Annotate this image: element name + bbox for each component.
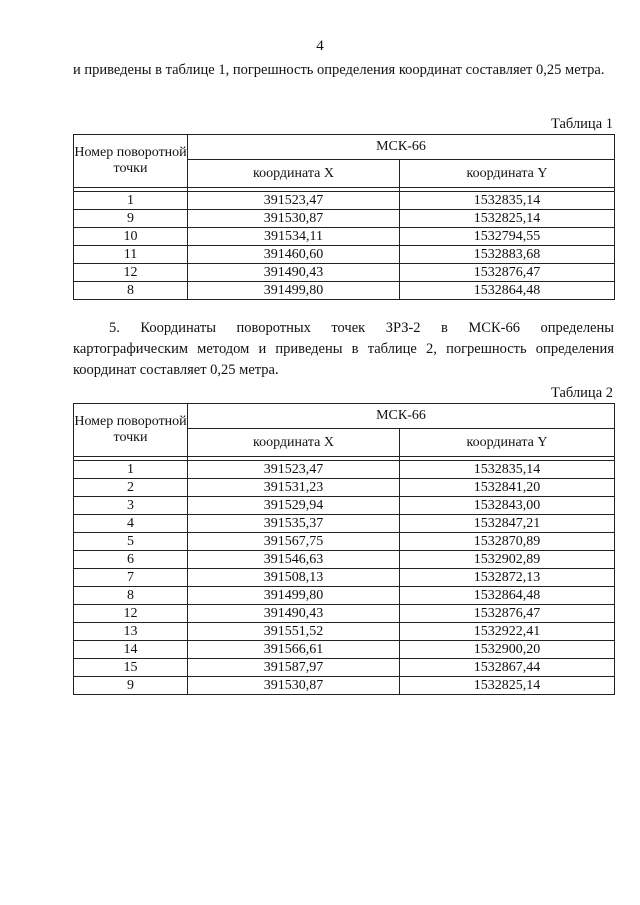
coordinate-x-cell: 391551,52 [188, 623, 400, 641]
table-row [74, 210, 615, 228]
table-row [74, 282, 615, 300]
paragraph-intro: и приведены в таблице 1, погрешность определения координат составляет 0,25 метра. [73, 62, 605, 78]
point-number-cell: 4 [74, 515, 188, 533]
coordinate-x-cell: 391529,94 [188, 497, 400, 515]
point-number-cell: 3 [74, 497, 188, 515]
point-number-cell: 11 [74, 246, 188, 264]
coordinate-y-cell: 1532864,48 [400, 587, 615, 605]
coordinate-x-cell: 391499,80 [188, 282, 400, 300]
coordinate-x-cell: 391567,75 [188, 533, 400, 551]
point-number-cell: 9 [74, 677, 188, 695]
table-row [74, 497, 615, 515]
table-row [74, 479, 615, 497]
coordinate-y-cell: 1532825,14 [400, 210, 615, 228]
table-row [74, 192, 615, 210]
table-row [74, 246, 615, 264]
table-row [74, 623, 615, 641]
table-row [74, 551, 615, 569]
header-coordinate-system: МСК-66 [188, 135, 615, 160]
coordinate-y-cell: 1532841,20 [400, 479, 615, 497]
table-row [74, 587, 615, 605]
point-number-cell: 10 [74, 228, 188, 246]
coordinate-x-cell: 391566,61 [188, 641, 400, 659]
point-number-cell: 14 [74, 641, 188, 659]
coordinate-y-cell: 1532872,13 [400, 569, 615, 587]
point-number-cell: 5 [74, 533, 188, 551]
point-number-cell: 2 [74, 479, 188, 497]
coordinate-x-cell: 391546,63 [188, 551, 400, 569]
coordinate-y-cell: 1532883,68 [400, 246, 615, 264]
coordinate-y-cell: 1532922,41 [400, 623, 615, 641]
coordinate-y-cell: 1532847,21 [400, 515, 615, 533]
table-row [74, 228, 615, 246]
coordinate-y-cell: 1532835,14 [400, 461, 615, 479]
coordinate-y-cell: 1532876,47 [400, 264, 615, 282]
table2-body [74, 461, 615, 695]
header-point-number: Номер поворотной точки [74, 135, 188, 188]
table-row [74, 659, 615, 677]
coordinate-y-cell: 1532902,89 [400, 551, 615, 569]
coordinate-y-cell: 1532843,00 [400, 497, 615, 515]
point-number-cell: 6 [74, 551, 188, 569]
point-number-cell: 7 [74, 569, 188, 587]
table1-caption: Таблица 1 [550, 116, 613, 132]
coordinate-x-cell: 391535,37 [188, 515, 400, 533]
coordinate-x-cell: 391587,97 [188, 659, 400, 677]
table-row [74, 641, 615, 659]
coordinate-x-cell: 391523,47 [188, 192, 400, 210]
point-number-cell: 12 [74, 264, 188, 282]
point-number-cell: 8 [74, 587, 188, 605]
table-row [74, 264, 615, 282]
table-row [74, 515, 615, 533]
header-coordinate-y: координата Y [400, 429, 615, 457]
point-number-cell: 1 [74, 461, 188, 479]
coordinate-x-cell: 391499,80 [188, 587, 400, 605]
coordinate-x-cell: 391531,23 [188, 479, 400, 497]
coordinates-table-1 [73, 134, 615, 300]
coordinate-y-cell: 1532876,47 [400, 605, 615, 623]
header-coordinate-x: координата X [188, 429, 400, 457]
table-row [74, 533, 615, 551]
coordinate-x-cell: 391490,43 [188, 264, 400, 282]
coordinate-x-cell: 391490,43 [188, 605, 400, 623]
coordinate-y-cell: 1532794,55 [400, 228, 615, 246]
table-row [74, 677, 615, 695]
coordinate-y-cell: 1532870,89 [400, 533, 615, 551]
coordinates-table-2 [73, 403, 615, 695]
table-row [74, 461, 615, 479]
table2-caption: Таблица 2 [550, 385, 613, 401]
point-number-cell: 13 [74, 623, 188, 641]
header-coordinate-y: координата Y [400, 160, 615, 188]
table-row [74, 569, 615, 587]
coordinate-x-cell: 391530,87 [188, 210, 400, 228]
header-point-number: Номер поворотной точки [74, 404, 188, 457]
point-number-cell: 8 [74, 282, 188, 300]
table1-body [74, 192, 615, 300]
paragraph-section-5: 5. Координаты поворотных точек ЗРЗ-2 в МСК-66 определены картографическим методом и приведены в таблице 2, погрешность определения координат составляет 0,25 метра. [73, 320, 614, 378]
coordinate-x-cell: 391530,87 [188, 677, 400, 695]
page-number: 4 [316, 38, 324, 54]
coordinate-y-cell: 1532825,14 [400, 677, 615, 695]
point-number-cell: 9 [74, 210, 188, 228]
point-number-cell: 15 [74, 659, 188, 677]
header-coordinate-x: координата X [188, 160, 400, 188]
coordinate-y-cell: 1532900,20 [400, 641, 615, 659]
table-row [74, 605, 615, 623]
coordinate-x-cell: 391523,47 [188, 461, 400, 479]
coordinate-y-cell: 1532867,44 [400, 659, 615, 677]
coordinate-x-cell: 391534,11 [188, 228, 400, 246]
coordinate-y-cell: 1532835,14 [400, 192, 615, 210]
coordinate-x-cell: 391460,60 [188, 246, 400, 264]
header-coordinate-system: МСК-66 [188, 404, 615, 429]
point-number-cell: 1 [74, 192, 188, 210]
coordinate-y-cell: 1532864,48 [400, 282, 615, 300]
point-number-cell: 12 [74, 605, 188, 623]
coordinate-x-cell: 391508,13 [188, 569, 400, 587]
